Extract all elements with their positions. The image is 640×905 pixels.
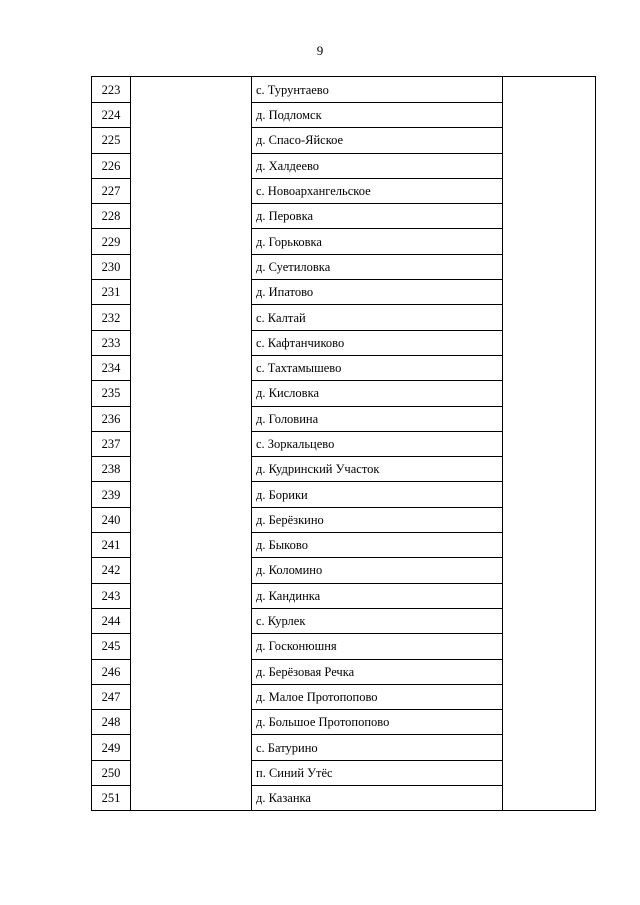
row-number-cell: 232 [92, 305, 131, 330]
settlement-name-cell: д. Берёзовая Речка [252, 659, 503, 684]
merged-right-cell [503, 77, 596, 811]
table-body [92, 77, 596, 811]
row-number-cell: 227 [92, 178, 131, 203]
settlement-name-cell: с. Турунтаево [252, 77, 503, 103]
settlement-name-cell: д. Кудринский Участок [252, 457, 503, 482]
row-number-cell: 233 [92, 330, 131, 355]
row-number-cell: 244 [92, 608, 131, 633]
row-number-cell: 245 [92, 634, 131, 659]
settlement-name-cell: с. Новоархангельское [252, 178, 503, 203]
settlements-table-container [91, 76, 596, 811]
settlement-name-cell: д. Халдеево [252, 153, 503, 178]
row-number-cell: 251 [92, 786, 131, 811]
row-number-cell: 243 [92, 583, 131, 608]
row-number-cell: 224 [92, 103, 131, 128]
settlement-name-cell: с. Кафтанчиково [252, 330, 503, 355]
row-number-cell: 231 [92, 280, 131, 305]
row-number-cell: 237 [92, 431, 131, 456]
settlement-name-cell: д. Головина [252, 406, 503, 431]
settlement-name-cell: д. Малое Протопопово [252, 684, 503, 709]
settlement-name-cell: с. Батурино [252, 735, 503, 760]
row-number-cell: 228 [92, 204, 131, 229]
settlement-name-cell: д. Перовка [252, 204, 503, 229]
settlement-name-cell: с. Калтай [252, 305, 503, 330]
settlement-name-cell: д. Большое Протопопово [252, 710, 503, 735]
row-number-cell: 246 [92, 659, 131, 684]
settlement-name-cell: д. Подломск [252, 103, 503, 128]
row-number-cell: 248 [92, 710, 131, 735]
row-number-cell: 249 [92, 735, 131, 760]
row-number-cell: 234 [92, 355, 131, 380]
settlement-name-cell: д. Кандинка [252, 583, 503, 608]
settlement-name-cell: д. Суетиловка [252, 254, 503, 279]
table-row [92, 77, 596, 103]
row-number-cell: 250 [92, 760, 131, 785]
row-number-cell: 225 [92, 128, 131, 153]
page-number: 9 [316, 43, 324, 58]
row-number-cell: 229 [92, 229, 131, 254]
settlement-name-cell: д. Кисловка [252, 381, 503, 406]
merged-empty-cell [131, 77, 252, 811]
settlement-name-cell: д. Быково [252, 533, 503, 558]
settlement-name-cell: д. Горьковка [252, 229, 503, 254]
row-number-cell: 239 [92, 482, 131, 507]
settlement-name-cell: с. Курлек [252, 608, 503, 633]
settlement-name-cell: д. Борики [252, 482, 503, 507]
settlement-name-cell: с. Зоркальцево [252, 431, 503, 456]
settlement-name-cell: с. Тахтамышево [252, 355, 503, 380]
row-number-cell: 235 [92, 381, 131, 406]
settlement-name-cell: д. Ипатово [252, 280, 503, 305]
row-number-cell: 223 [92, 77, 131, 103]
row-number-cell: 241 [92, 533, 131, 558]
settlement-name-cell: д. Спасо-Яйское [252, 128, 503, 153]
settlement-name-cell: д. Казанка [252, 786, 503, 811]
settlements-table [91, 76, 596, 811]
row-number-cell: 230 [92, 254, 131, 279]
row-number-cell: 242 [92, 558, 131, 583]
row-number-cell: 238 [92, 457, 131, 482]
row-number-cell: 247 [92, 684, 131, 709]
row-number-cell: 240 [92, 507, 131, 532]
settlement-name-cell: д. Коломино [252, 558, 503, 583]
settlement-name-cell: д. Госконюшня [252, 634, 503, 659]
row-number-cell: 226 [92, 153, 131, 178]
row-number-cell: 236 [92, 406, 131, 431]
settlement-name-cell: п. Синий Утёс [252, 760, 503, 785]
settlement-name-cell: д. Берёзкино [252, 507, 503, 532]
